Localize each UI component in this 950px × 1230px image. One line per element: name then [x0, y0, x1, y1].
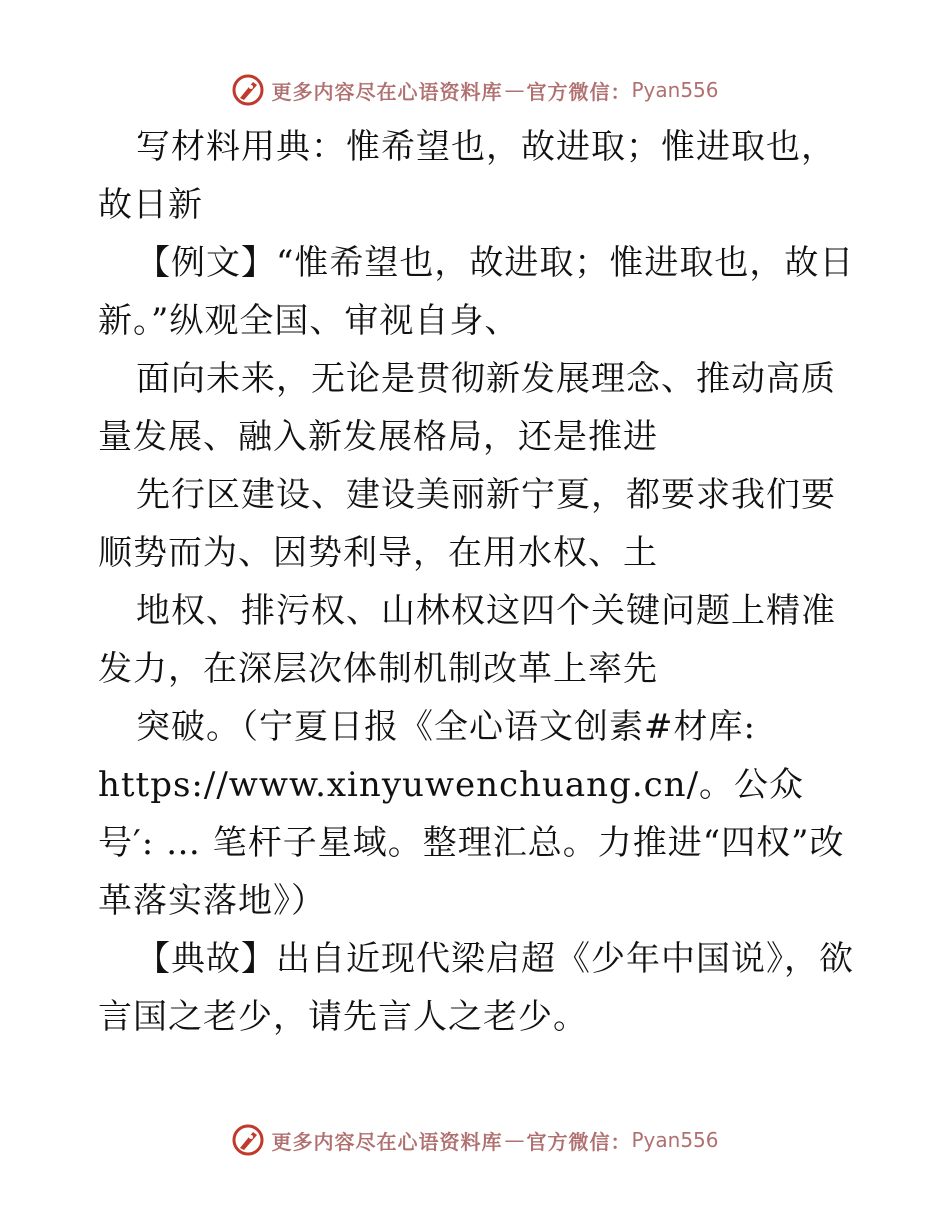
pen-nib-logo-icon [231, 73, 265, 107]
banner-dash: — [504, 78, 525, 102]
paragraph-title: 写材料用典：惟希望也，故进取；惟进取也，故日新 [98, 127, 836, 225]
banner-wechat-label: 官方微信： [526, 1129, 632, 1154]
banner-dash: — [504, 1128, 525, 1152]
paragraph-example-3: 地权、排污权、山林权这四个关键问题上精准发力，在深层次体制机制改革上率先 [98, 591, 836, 689]
paragraph-source: https://www.xinyuwenchuang.cn/。公众号′: … 笔杆子星域。整理汇总。力推进“四权”改革落实落地》） [98, 765, 845, 921]
footer-banner [0, 1120, 950, 1160]
banner-wechat-label: 官方微信： [526, 79, 632, 104]
banner-wechat-id: Pyan556 [631, 1128, 719, 1152]
paragraph-allusion: 【典故】出自近现代梁启超《少年中国说》，欲言国之老少，请先言人之老少。 [98, 939, 854, 1037]
paragraph-example-4: 突破。（宁夏日报《全心语文创素#材库: [136, 707, 756, 747]
banner-slogan: 更多内容尽在心语资料库 [271, 1129, 503, 1154]
paragraph-example-1: 面向未来，无论是贯彻新发展理念、推动高质量发展、融入新发展格局，还是推进 [98, 359, 836, 457]
pen-nib-logo-icon [231, 1123, 265, 1157]
header-banner [0, 70, 950, 110]
banner-wechat-id: Pyan556 [631, 78, 719, 102]
document-body [98, 118, 858, 1046]
paragraph-example-intro: 【例文】“惟希望也，故进取；惟进取也，故日新。”纵观全国、审视自身、 [98, 243, 855, 341]
paragraph-example-2: 先行区建设、建设美丽新宁夏，都要求我们要顺势而为、因势利导，在用水权、土 [98, 475, 836, 573]
banner-slogan: 更多内容尽在心语资料库 [271, 79, 503, 104]
